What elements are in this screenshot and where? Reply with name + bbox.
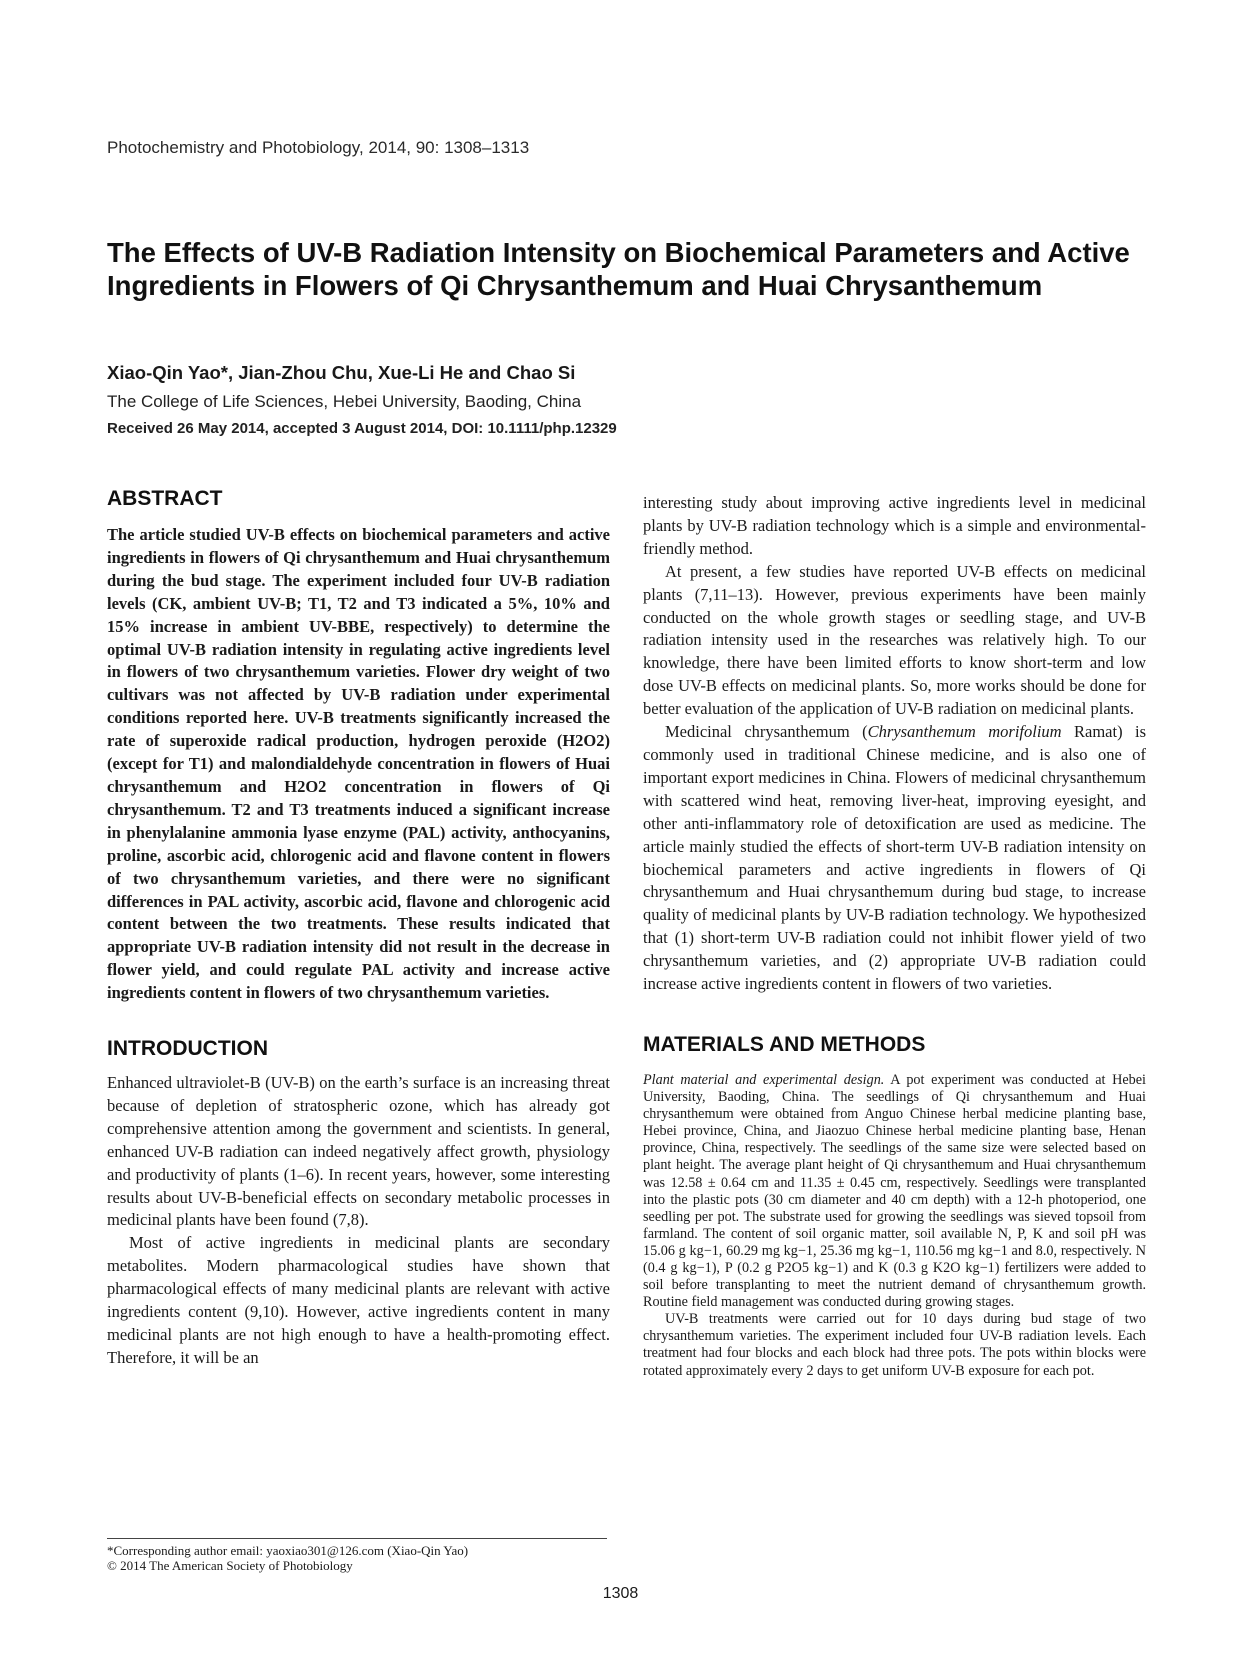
- methods-subheading: Plant material and experimental design.: [643, 1071, 885, 1088]
- methods-paragraph-2: UV-B treatments were carried out for 10 days during bud stage of two chrysanthemum varieties. The experiment included four UV-B radiation levels. Each treatment had four blocks and each block had three pots. The pots within blocks were rotated approximately every 2 days to get uniform UV-B exposure for each pot.: [643, 1311, 1146, 1379]
- footnote: [107, 1538, 607, 1573]
- methods-paragraph-1-text: A pot experiment was conducted at Hebei University, Baoding, China. The seedlings of Qi chrysanthemum and Huai chrysanthemum were obtained from Anguo Chinese herbal medicine planting base, Hebei province, China, and Jiaozuo Chinese herbal medicine planting base, Henan province, China, respectively. The seedlings of the same size were selected based on plant height. The average plant height of Qi chrysanthemum and Huai chrysanthemum was 12.58 ± 0.64 cm and 11.35 ± 0.45 cm, respectively. Seedlings were transplanted into the plastic pots (30 cm diameter and 40 cm depth) with a 12-h photoperiod, one seedling per pot. The substrate used for growing the seedlings was sieved topsoil from farmland. The content of soil organic matter, soil available N, P, K and soil pH was 15.06 g kg−1, 60.29 mg kg−1, 25.36 mg kg−1, 110.56 mg kg−1 and 8.0, respectively. N (0.4 g kg−1), P (0.2 g P2O5 kg−1) and K (0.3 g K2O kg−1) fertilizers were added to soil before transplanting to meet the nutrient demand of chrysanthemum growth. Routine field management was conducted during growing stages.: [643, 1071, 1146, 1311]
- corresponding-author-note: *Corresponding author email: yaoxiao301@126.com (Xiao-Qin Yao): [107, 1543, 469, 1558]
- received-dates-doi: Received 26 May 2014, accepted 3 August 2014, DOI: 10.1111/php.12329: [107, 420, 617, 437]
- article-title: The Effects of UV-B Radiation Intensity on Biochemical Parameters and Active Ingredients in Flowers of Qi Chrysanthemum and Huai Chrysanthemum: [107, 237, 1130, 301]
- introduction-heading: INTRODUCTION: [107, 1037, 268, 1061]
- abstract-text: The article studied UV-B effects on biochemical parameters and active ingredients in flowers of Qi chrysanthemum and Huai chrysanthemum during the bud stage. The experiment included four UV-B radiation levels (CK, ambient UV-B; T1, T2 and T3 indicated a 5%, 10% and 15% increase in ambient UV-BBE, respectively) to determine the optimal UV-B radiation intensity in regulating active ingredients level in flowers of two chrysanthemum varieties. Flower dry weight of two cultivars was not affected by UV-B radiation under experimental conditions reported here. UV-B treatments significantly increased the rate of superoxide radical production, hydrogen peroxide (H2O2) (except for T1) and malondialdehyde concentration in flowers of Huai chrysanthemum and H2O2 concentration in flowers of Qi chrysanthemum. T2 and T3 treatments induced a significant increase in phenylalanine ammonia lyase enzyme (PAL) activity, anthocyanins, proline, ascorbic acid, chlorogenic acid and flavone content in flowers of two chrysanthemum varieties, and there were no significant differences in PAL activity, ascorbic acid, flavone and chlorogenic acid content between the two treatments. These results indicated that appropriate UV-B radiation intensity did not result in the decrease in flower yield, and could regulate PAL activity and increase active ingredients content in flowers of two chrysanthemum varieties.: [107, 525, 610, 1003]
- author-affiliation: The College of Life Sciences, Hebei University, Baoding, China: [107, 392, 582, 411]
- introduction-paragraph-2: Most of active ingredients in medicinal plants are secondary metabolites. Modern pharmacological studies have shown that pharmacological effects of many medicinal plants are relevant with active ingredients content (9,10). However, active ingredients content in many medicinal plants are not high enough to have a health-promoting effect. Therefore, it will be an: [107, 1233, 610, 1367]
- article-authors: Xiao-Qin Yao*, Jian-Zhou Chu, Xue-Li He and Chao Si: [107, 362, 576, 383]
- introduction-section: [107, 1036, 610, 1370]
- right-column: [643, 492, 1146, 1380]
- introduction-paragraph-3: At present, a few studies have reported UV-B effects on medicinal plants (7,11–13). However, previous experiments have been mainly conducted on the whole growth stages or seedling stage, and UV-B radiation intensity used in the researches was relatively high. To our knowledge, there have been limited efforts to know short-term and low dose UV-B effects on medicinal plants. So, more works should be done for better evaluation of the application of UV-B radiation on medicinal plants.: [643, 561, 1146, 719]
- species-name: Chrysanthemum morifolium: [867, 722, 1062, 742]
- journal-citation: Photochemistry and Photobiology, 2014, 90: 1308–1313: [107, 138, 530, 157]
- introduction-paragraph-2-continued: interesting study about improving active ingredients level in medicinal plants by UV-B radiation technology which is a simple and environmental-friendly method.: [643, 493, 1146, 558]
- methods-section: [643, 1032, 1146, 1380]
- abstract-heading: ABSTRACT: [107, 487, 223, 510]
- abstract-section: [107, 486, 610, 1005]
- introduction-paragraph-4: [643, 721, 1146, 996]
- left-column: [107, 486, 610, 1370]
- methods-paragraph-1: [643, 1072, 1146, 1311]
- page-number: 1308: [602, 1585, 639, 1602]
- paragraph-4-text-a: Medicinal chrysanthemum (: [665, 722, 868, 742]
- copyright-note: © 2014 The American Society of Photobiology: [107, 1558, 353, 1573]
- paragraph-4-text-b: Ramat) is commonly used in traditional Chinese medicine, and is also one of important export medicines in China. Flowers of medicinal chrysanthemum with scattered wind heat, removing liver-heat, improving eyesight, and other anti-inflammatory role of detoxification are used as medicine. The article mainly studied the effects of short-term UV-B radiation intensity on biochemical parameters and active ingredients in flowers of Qi chrysanthemum and Huai chrysanthemum during bud stage, to increase quality of medicinal plants by UV-B radiation technology. We hypothesized that (1) short-term UV-B radiation could not inhibit flower yield of two chrysanthemum varieties, and (2) appropriate UV-B radiation could increase active ingredients content in flowers of two varieties.: [643, 722, 1147, 994]
- introduction-paragraph-1: Enhanced ultraviolet-B (UV-B) on the earth’s surface is an increasing threat because of depletion of stratospheric ozone, which has already got comprehensive attention among the government and scientists. In general, enhanced UV-B radiation can indeed negatively affect growth, physiology and productivity of plants (1–6). In recent years, however, some interesting results about UV-B-beneficial effects on secondary metabolic processes in medicinal plants have been found (7,8).: [107, 1073, 610, 1230]
- methods-heading: MATERIALS AND METHODS: [643, 1032, 926, 1056]
